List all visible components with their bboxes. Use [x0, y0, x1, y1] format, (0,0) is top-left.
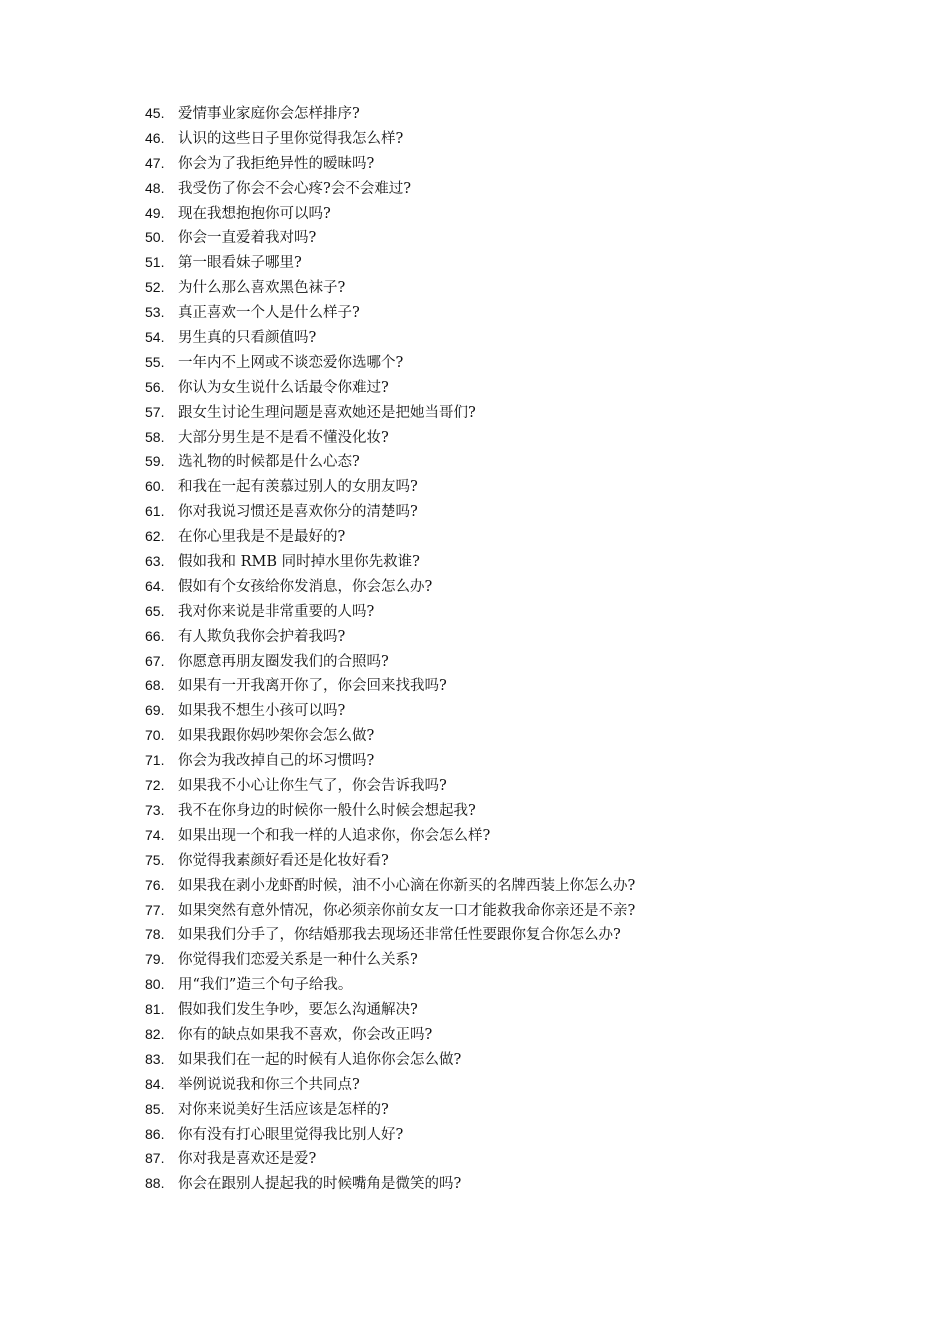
- question-number: 80.: [145, 976, 165, 993]
- question-item: [145, 425, 635, 450]
- question-item: [145, 499, 635, 524]
- question-number: 55.: [145, 353, 165, 370]
- question-item: [145, 151, 635, 176]
- question-text: 男生真的只看颜值吗?: [178, 330, 317, 347]
- question-text: 假如有个女孩给你发消息，你会怎么办?: [178, 578, 433, 595]
- question-number: 47.: [145, 154, 165, 171]
- question-number: 60.: [145, 478, 165, 495]
- question-number: 79.: [145, 951, 165, 968]
- question-number: 57.: [145, 403, 165, 420]
- question-number: 85.: [145, 1100, 165, 1117]
- question-number: 65.: [145, 602, 165, 619]
- question-text: 我不在你身边的时候你一般什么时候会想起我?: [178, 802, 476, 819]
- question-text: 你对我说习惯还是喜欢你分的清楚吗?: [178, 504, 418, 521]
- question-list: [145, 101, 635, 1196]
- question-number: 82.: [145, 1025, 165, 1042]
- question-item: [145, 1022, 635, 1047]
- question-number: 62.: [145, 528, 165, 545]
- question-item: [145, 275, 635, 300]
- question-item: [145, 997, 635, 1022]
- question-item: [145, 126, 635, 151]
- question-text: 你觉得我素颜好看还是化妆好看?: [178, 852, 389, 869]
- question-number: 64.: [145, 577, 165, 594]
- question-text: 第一眼看妹子哪里?: [178, 255, 302, 272]
- question-number: 48.: [145, 179, 165, 196]
- question-text: 如果我在剥小龙虾酌时候，油不小心滴在你新买的名牌西装上你怎么办?: [178, 877, 636, 894]
- question-text: 我对你来说是非常重要的人吗?: [178, 603, 375, 620]
- question-text: 有人欺负我你会护着我吗?: [178, 628, 346, 645]
- question-number: 83.: [145, 1050, 165, 1067]
- question-number: 69.: [145, 702, 165, 719]
- question-number: 86.: [145, 1125, 165, 1142]
- question-text: 如果有一开我离开你了，你会回来找我吗?: [178, 678, 447, 695]
- question-number: 68.: [145, 677, 165, 694]
- question-item: [145, 574, 635, 599]
- question-item: [145, 898, 635, 923]
- question-item: [145, 947, 635, 972]
- question-number: 74.: [145, 826, 165, 843]
- question-number: 87.: [145, 1150, 165, 1167]
- question-item: [145, 250, 635, 275]
- question-text: 假如我和 RMB 同时掉水里你先救谁?: [178, 554, 420, 571]
- question-item: [145, 300, 635, 325]
- question-number: 66.: [145, 627, 165, 644]
- question-text: 如果突然有意外情况，你必须亲你前女友一口才能救我命你亲还是不亲?: [178, 902, 636, 919]
- question-text: 你会为我改掉自己的坏习惯吗?: [178, 753, 375, 770]
- question-item: [145, 524, 635, 549]
- question-text: 举例说说我和你三个共同点?: [178, 1076, 360, 1093]
- question-item: [145, 773, 635, 798]
- question-number: 63.: [145, 553, 165, 570]
- question-number: 61.: [145, 503, 165, 520]
- question-item: [145, 101, 635, 126]
- question-number: 54.: [145, 329, 165, 346]
- question-text: 一年内不上网或不谈恋爱你选哪个?: [178, 354, 404, 371]
- question-item: [145, 673, 635, 698]
- question-text: 如果我跟你妈吵架你会怎么做?: [178, 728, 375, 745]
- question-number: 84.: [145, 1075, 165, 1092]
- question-number: 53.: [145, 304, 165, 321]
- question-text: 如果我不小心让你生气了，你会告诉我吗?: [178, 778, 447, 795]
- question-text: 如果我们分手了，你结婚那我去现场还非常任性要跟你复合你怎么办?: [178, 927, 621, 944]
- question-text: 你觉得我们恋爱关系是一种什么关系?: [178, 952, 418, 969]
- question-item: [145, 922, 635, 947]
- question-text: 爱情事业家庭你会怎样排序?: [178, 106, 360, 122]
- question-number: 70.: [145, 727, 165, 744]
- question-item: [145, 873, 635, 898]
- question-item: [145, 201, 635, 226]
- question-item: [145, 798, 635, 823]
- question-text: 跟女生讨论生理问题是喜欢她还是把她当哥们?: [178, 404, 476, 421]
- question-text: 如果我们在一起的时候有人追你你会怎么做?: [178, 1051, 462, 1068]
- question-item: [145, 1047, 635, 1072]
- question-number: 45.: [145, 105, 165, 121]
- question-text: 你有的缺点如果我不喜欢，你会改正吗?: [178, 1026, 433, 1043]
- question-text: 如果出现一个和我一样的人追求你，你会怎么样?: [178, 827, 491, 844]
- question-number: 46.: [145, 129, 165, 146]
- question-text: 对你来说美好生活应该是怎样的?: [178, 1101, 389, 1118]
- question-text: 用“我们”造三个句子给我。: [178, 977, 353, 994]
- question-text: 如果我不想生小孩可以吗?: [178, 703, 346, 720]
- question-item: [145, 698, 635, 723]
- question-item: [145, 1122, 635, 1147]
- question-text: 你有没有打心眼里觉得我比别人好?: [178, 1126, 404, 1143]
- question-text: 你对我是喜欢还是爱?: [178, 1151, 317, 1168]
- question-item: [145, 748, 635, 773]
- question-text: 在你心里我是不是最好的?: [178, 529, 346, 546]
- question-number: 49.: [145, 204, 165, 221]
- question-number: 77.: [145, 901, 165, 918]
- question-number: 88.: [145, 1175, 165, 1192]
- question-item: [145, 325, 635, 350]
- question-number: 67.: [145, 652, 165, 669]
- question-text: 认识的这些日子里你觉得我怎么样?: [178, 130, 404, 147]
- question-text: 大部分男生是不是看不懂没化妆?: [178, 429, 389, 446]
- question-number: 50.: [145, 229, 165, 246]
- question-number: 75.: [145, 851, 165, 868]
- question-text: 你认为女生说什么话最令你难过?: [178, 379, 389, 396]
- question-item: [145, 599, 635, 624]
- question-item: [145, 723, 635, 748]
- question-number: 52.: [145, 279, 165, 296]
- question-number: 72.: [145, 777, 165, 794]
- question-text: 和我在一起有羡慕过别人的女朋友吗?: [178, 479, 418, 496]
- question-number: 73.: [145, 801, 165, 818]
- question-text: 你会为了我拒绝异性的暧昧吗?: [178, 155, 375, 172]
- question-item: [145, 1146, 635, 1171]
- question-number: 51.: [145, 254, 165, 271]
- question-item: [145, 1072, 635, 1097]
- question-number: 76.: [145, 876, 165, 893]
- question-item: [145, 649, 635, 674]
- question-item: [145, 375, 635, 400]
- question-item: [145, 549, 635, 574]
- question-item: [145, 225, 635, 250]
- question-number: 56.: [145, 378, 165, 395]
- question-item: [145, 972, 635, 997]
- question-text: 为什么那么喜欢黑色袜子?: [178, 280, 346, 297]
- question-text: 假如我们发生争吵，要怎么沟通解决?: [178, 1002, 418, 1019]
- question-text: 你愿意再朋友圈发我们的合照吗?: [178, 653, 389, 670]
- question-text: 你会一直爱着我对吗?: [178, 230, 317, 247]
- question-item: [145, 449, 635, 474]
- question-item: [145, 624, 635, 649]
- question-text: 我受伤了你会不会心疼?会不会难过?: [178, 180, 412, 197]
- question-item: [145, 176, 635, 201]
- question-item: [145, 474, 635, 499]
- question-number: 59.: [145, 453, 165, 470]
- question-number: 81.: [145, 1001, 165, 1018]
- question-number: 71.: [145, 752, 165, 769]
- question-item: [145, 1171, 635, 1196]
- question-item: [145, 823, 635, 848]
- question-item: [145, 400, 635, 425]
- question-text: 选礼物的时候都是什么心态?: [178, 454, 360, 471]
- question-item: [145, 1097, 635, 1122]
- question-item: [145, 350, 635, 375]
- question-text: 现在我想抱抱你可以吗?: [178, 205, 331, 222]
- question-number: 58.: [145, 428, 165, 445]
- question-text: 真正喜欢一个人是什么样子?: [178, 305, 360, 322]
- question-text: 你会在跟别人提起我的时候嘴角是微笑的吗?: [178, 1176, 462, 1193]
- question-item: [145, 848, 635, 873]
- question-number: 78.: [145, 926, 165, 943]
